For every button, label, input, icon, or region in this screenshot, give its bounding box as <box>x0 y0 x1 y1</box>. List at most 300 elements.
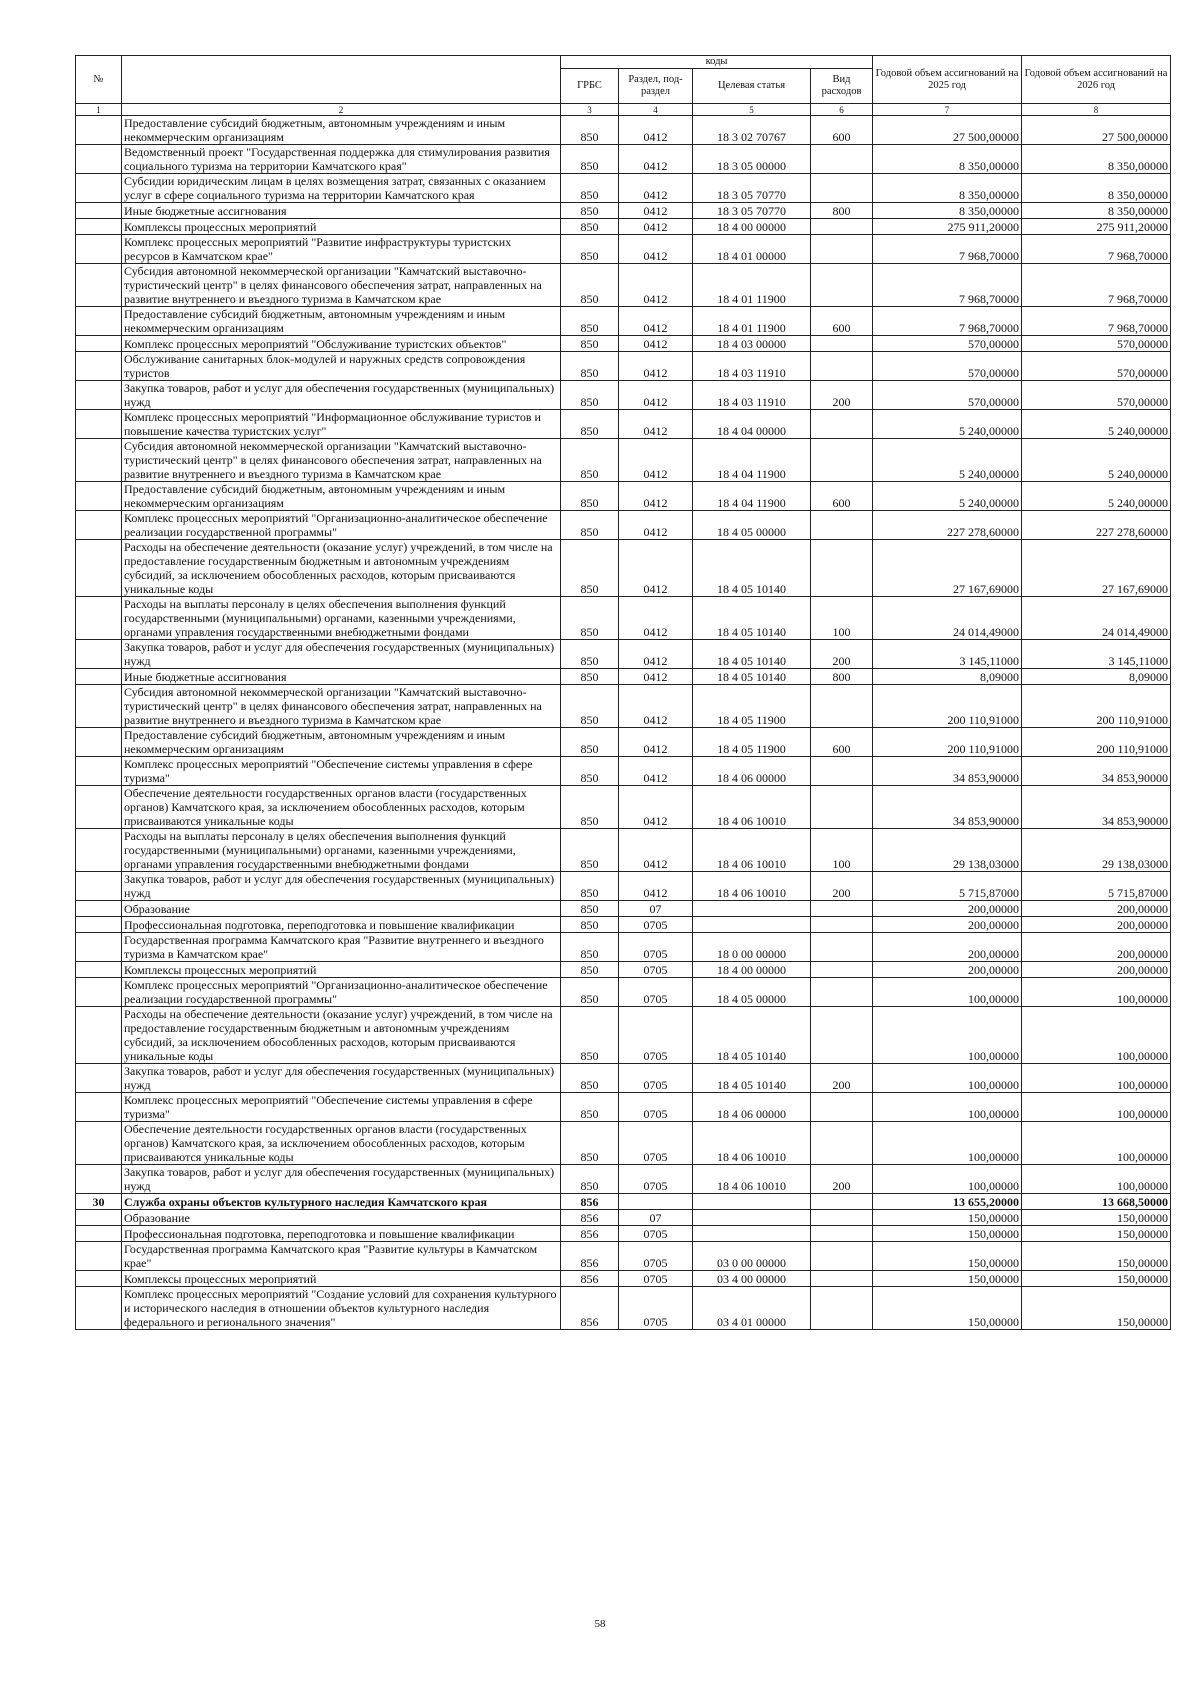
table-row <box>76 757 1171 786</box>
row-razdel: 0412 <box>619 597 693 640</box>
row-razdel: 0412 <box>619 540 693 597</box>
row-vid <box>811 1226 873 1242</box>
row-number <box>76 1287 122 1330</box>
row-vid <box>811 540 873 597</box>
row-vol2026: 570,00000 <box>1022 381 1171 410</box>
colnum: 6 <box>811 104 873 116</box>
row-name: Комплексы процессных мероприятий <box>122 219 561 235</box>
table-row <box>76 901 1171 917</box>
table-row <box>76 640 1171 669</box>
row-number <box>76 597 122 640</box>
row-vid: 600 <box>811 116 873 145</box>
row-razdel: 0412 <box>619 728 693 757</box>
table-row <box>76 1122 1171 1165</box>
row-razdel: 0412 <box>619 352 693 381</box>
row-number <box>76 1007 122 1064</box>
row-vol2026: 200,00000 <box>1022 933 1171 962</box>
header-name <box>122 56 561 104</box>
row-grbs: 850 <box>561 829 619 872</box>
table-row <box>76 872 1171 901</box>
row-name: Субсидия автономной некоммерческой организации "Камчатский выставочно-туристический центр" в целях финансового обеспечения затрат, направленных на развитие внутреннего и въездного туризма в Камчатском крае <box>122 439 561 482</box>
row-vol2025: 200,00000 <box>873 917 1022 933</box>
row-vid <box>811 1093 873 1122</box>
row-vol2026: 5 240,00000 <box>1022 482 1171 511</box>
row-vol2026: 200,00000 <box>1022 917 1171 933</box>
row-celevaya: 18 4 01 11900 <box>693 307 811 336</box>
row-vol2026: 200 110,91000 <box>1022 685 1171 728</box>
row-razdel: 0412 <box>619 174 693 203</box>
row-name: Субсидия автономной некоммерческой организации "Камчатский выставочно-туристический центр" в целях финансового обеспечения затрат, направленных на развитие внутреннего и въездного туризма в Камчатском крае <box>122 264 561 307</box>
row-vol2025: 34 853,90000 <box>873 786 1022 829</box>
header-no: № <box>76 56 122 104</box>
row-vol2025: 5 240,00000 <box>873 410 1022 439</box>
row-number <box>76 1064 122 1093</box>
row-vol2026: 8,09000 <box>1022 669 1171 685</box>
row-vid <box>811 511 873 540</box>
row-vol2025: 8,09000 <box>873 669 1022 685</box>
row-vid: 100 <box>811 829 873 872</box>
row-razdel: 0412 <box>619 203 693 219</box>
row-celevaya: 18 4 03 11910 <box>693 352 811 381</box>
row-vid <box>811 978 873 1007</box>
row-number <box>76 145 122 174</box>
row-vid <box>811 962 873 978</box>
table-row <box>76 482 1171 511</box>
row-razdel <box>619 1194 693 1210</box>
row-grbs: 850 <box>561 174 619 203</box>
row-grbs: 850 <box>561 203 619 219</box>
row-vid <box>811 264 873 307</box>
row-vol2025: 227 278,60000 <box>873 511 1022 540</box>
row-razdel: 0412 <box>619 219 693 235</box>
row-number <box>76 235 122 264</box>
table-row <box>76 336 1171 352</box>
row-celevaya: 18 4 05 10140 <box>693 1007 811 1064</box>
row-vid <box>811 336 873 352</box>
colnum: 5 <box>693 104 811 116</box>
row-vol2025: 8 350,00000 <box>873 174 1022 203</box>
table-row <box>76 1064 1171 1093</box>
row-number <box>76 307 122 336</box>
table-row <box>76 685 1171 728</box>
colnum: 1 <box>76 104 122 116</box>
row-razdel: 0705 <box>619 1287 693 1330</box>
row-grbs: 850 <box>561 145 619 174</box>
table-row <box>76 1007 1171 1064</box>
row-razdel: 0412 <box>619 336 693 352</box>
row-razdel: 0412 <box>619 872 693 901</box>
row-vol2025: 13 655,20000 <box>873 1194 1022 1210</box>
row-vol2026: 8 350,00000 <box>1022 174 1171 203</box>
row-grbs: 856 <box>561 1287 619 1330</box>
row-razdel: 0412 <box>619 482 693 511</box>
row-razdel: 07 <box>619 1210 693 1226</box>
row-number <box>76 978 122 1007</box>
row-grbs: 856 <box>561 1210 619 1226</box>
row-grbs: 850 <box>561 1064 619 1093</box>
row-celevaya: 18 3 02 70767 <box>693 116 811 145</box>
row-celevaya: 18 4 05 10140 <box>693 540 811 597</box>
table-row <box>76 1165 1171 1194</box>
row-vid: 800 <box>811 669 873 685</box>
row-grbs: 856 <box>561 1194 619 1210</box>
row-vol2025: 150,00000 <box>873 1210 1022 1226</box>
table-row <box>76 962 1171 978</box>
row-name: Обеспечение деятельности государственных органов власти (государственных органов) Камчатского края, за исключением обособленных расходов, которым присваиваются уникальные коды <box>122 786 561 829</box>
row-vol2026: 27 167,69000 <box>1022 540 1171 597</box>
row-number <box>76 174 122 203</box>
row-vol2026: 8 350,00000 <box>1022 203 1171 219</box>
row-vid: 600 <box>811 728 873 757</box>
row-name: Закупка товаров, работ и услуг для обеспечения государственных (муниципальных) нужд <box>122 872 561 901</box>
row-vol2025: 150,00000 <box>873 1226 1022 1242</box>
row-vol2026: 150,00000 <box>1022 1226 1171 1242</box>
row-number <box>76 640 122 669</box>
row-vol2025: 3 145,11000 <box>873 640 1022 669</box>
row-celevaya: 18 0 00 00000 <box>693 933 811 962</box>
row-vol2026: 100,00000 <box>1022 1122 1171 1165</box>
row-vid <box>811 917 873 933</box>
row-razdel: 0412 <box>619 381 693 410</box>
row-razdel: 0412 <box>619 145 693 174</box>
row-number <box>76 962 122 978</box>
row-razdel: 0412 <box>619 511 693 540</box>
table-row <box>76 307 1171 336</box>
table-row <box>76 381 1171 410</box>
row-name: Закупка товаров, работ и услуг для обеспечения государственных (муниципальных) нужд <box>122 1165 561 1194</box>
row-vol2026: 5 715,87000 <box>1022 872 1171 901</box>
row-vid <box>811 1122 873 1165</box>
table-row <box>76 1242 1171 1271</box>
row-grbs: 850 <box>561 1007 619 1064</box>
row-grbs: 850 <box>561 1093 619 1122</box>
row-vol2025: 275 911,20000 <box>873 219 1022 235</box>
table-row <box>76 410 1171 439</box>
row-grbs: 850 <box>561 336 619 352</box>
row-grbs: 850 <box>561 511 619 540</box>
row-number <box>76 540 122 597</box>
row-grbs: 850 <box>561 1122 619 1165</box>
row-vol2026: 570,00000 <box>1022 352 1171 381</box>
row-razdel: 0412 <box>619 439 693 482</box>
row-vol2025: 7 968,70000 <box>873 307 1022 336</box>
row-vid: 200 <box>811 1064 873 1093</box>
row-celevaya: 18 4 00 00000 <box>693 962 811 978</box>
row-razdel: 0412 <box>619 116 693 145</box>
row-vol2025: 7 968,70000 <box>873 264 1022 307</box>
row-celevaya: 18 4 06 00000 <box>693 1093 811 1122</box>
table-row <box>76 116 1171 145</box>
row-grbs: 850 <box>561 786 619 829</box>
row-number <box>76 829 122 872</box>
row-vid <box>811 235 873 264</box>
row-name: Субсидии юридическим лицам в целях возмещения затрат, связанных с оказанием услуг в сфере социального туризма на территории Камчатского края <box>122 174 561 203</box>
table-row <box>76 1194 1171 1210</box>
row-razdel: 0412 <box>619 786 693 829</box>
row-number <box>76 511 122 540</box>
colnum: 3 <box>561 104 619 116</box>
row-name: Расходы на обеспечение деятельности (оказание услуг) учреждений, в том числе на предоставление государственным бюджетным и автономным учреждениям субсидий, за исключением обособленных расходов, которым присваиваются уникальные коды <box>122 540 561 597</box>
row-number <box>76 1093 122 1122</box>
row-razdel: 0705 <box>619 1093 693 1122</box>
row-number <box>76 116 122 145</box>
row-name: Комплекс процессных мероприятий "Организационно-аналитическое обеспечение реализации государственной программы" <box>122 511 561 540</box>
row-number <box>76 203 122 219</box>
row-grbs: 850 <box>561 1165 619 1194</box>
row-grbs: 850 <box>561 264 619 307</box>
row-number <box>76 757 122 786</box>
row-name: Предоставление субсидий бюджетным, автономным учреждениям и иным некоммерческим организациям <box>122 307 561 336</box>
table-row <box>76 669 1171 685</box>
table-row <box>76 352 1171 381</box>
row-number <box>76 1210 122 1226</box>
row-vol2025: 29 138,03000 <box>873 829 1022 872</box>
row-vol2026: 227 278,60000 <box>1022 511 1171 540</box>
page-number: 58 <box>594 1618 606 1630</box>
row-celevaya: 18 3 05 70770 <box>693 203 811 219</box>
row-vol2026: 570,00000 <box>1022 336 1171 352</box>
row-name: Расходы на выплаты персоналу в целях обеспечения выполнения функций государственными (муниципальными) органами, казенными учреждениями, органами управления государственными внебюджетными фондами <box>122 597 561 640</box>
table-row <box>76 933 1171 962</box>
table-body <box>76 116 1171 1330</box>
row-vol2026: 100,00000 <box>1022 1007 1171 1064</box>
row-razdel: 0412 <box>619 669 693 685</box>
row-celevaya: 18 3 05 70770 <box>693 174 811 203</box>
row-vid <box>811 1210 873 1226</box>
row-grbs: 850 <box>561 962 619 978</box>
row-number <box>76 336 122 352</box>
row-vol2026: 13 668,50000 <box>1022 1194 1171 1210</box>
row-vol2026: 150,00000 <box>1022 1242 1171 1271</box>
row-razdel: 0705 <box>619 978 693 1007</box>
colnum: 8 <box>1022 104 1171 116</box>
row-vol2025: 570,00000 <box>873 381 1022 410</box>
table-row <box>76 917 1171 933</box>
budget-table <box>75 55 1171 1330</box>
row-celevaya: 18 4 06 10010 <box>693 1122 811 1165</box>
table-row <box>76 597 1171 640</box>
row-name: Комплексы процессных мероприятий <box>122 1271 561 1287</box>
row-grbs: 850 <box>561 901 619 917</box>
row-vid: 200 <box>811 872 873 901</box>
table-row <box>76 235 1171 264</box>
row-vid <box>811 786 873 829</box>
row-name: Комплекс процессных мероприятий "Создание условий для сохранения культурного и исторического наследия в отношении объектов культурного наследия федерального и регионального значения" <box>122 1287 561 1330</box>
colnum: 7 <box>873 104 1022 116</box>
row-celevaya <box>693 1194 811 1210</box>
row-grbs: 850 <box>561 482 619 511</box>
row-vol2025: 570,00000 <box>873 352 1022 381</box>
row-vid <box>811 410 873 439</box>
row-name: Комплекс процессных мероприятий "Организационно-аналитическое обеспечение реализации государственной программы" <box>122 978 561 1007</box>
row-number <box>76 219 122 235</box>
row-celevaya: 18 4 05 11900 <box>693 728 811 757</box>
row-grbs: 850 <box>561 307 619 336</box>
row-razdel: 0412 <box>619 235 693 264</box>
table-row <box>76 1210 1171 1226</box>
row-razdel: 0705 <box>619 1122 693 1165</box>
row-vol2026: 150,00000 <box>1022 1210 1171 1226</box>
row-razdel: 0412 <box>619 685 693 728</box>
row-vid <box>811 1271 873 1287</box>
row-vol2026: 5 240,00000 <box>1022 410 1171 439</box>
row-vol2025: 100,00000 <box>873 1122 1022 1165</box>
row-vol2025: 150,00000 <box>873 1287 1022 1330</box>
row-razdel: 0412 <box>619 264 693 307</box>
row-number <box>76 901 122 917</box>
row-name: Комплекс процессных мероприятий "Обслуживание туристских объектов" <box>122 336 561 352</box>
row-vol2025: 24 014,49000 <box>873 597 1022 640</box>
row-name: Обеспечение деятельности государственных органов власти (государственных органов) Камчатского края, за исключением обособленных расходов, которым присваиваются уникальные коды <box>122 1122 561 1165</box>
row-grbs: 850 <box>561 933 619 962</box>
row-name: Предоставление субсидий бюджетным, автономным учреждениям и иным некоммерческим организациям <box>122 116 561 145</box>
table-row <box>76 978 1171 1007</box>
table-row <box>76 728 1171 757</box>
row-vol2026: 200,00000 <box>1022 901 1171 917</box>
row-razdel: 0705 <box>619 933 693 962</box>
row-grbs: 850 <box>561 669 619 685</box>
row-celevaya <box>693 1226 811 1242</box>
row-celevaya: 18 4 05 10140 <box>693 640 811 669</box>
row-vol2025: 100,00000 <box>873 1165 1022 1194</box>
row-vol2025: 200 110,91000 <box>873 728 1022 757</box>
table-row <box>76 1093 1171 1122</box>
row-grbs: 856 <box>561 1226 619 1242</box>
row-celevaya: 18 4 03 00000 <box>693 336 811 352</box>
row-vol2026: 100,00000 <box>1022 1064 1171 1093</box>
row-razdel: 0705 <box>619 1271 693 1287</box>
table-row <box>76 1287 1171 1330</box>
table-row <box>76 786 1171 829</box>
row-celevaya: 18 4 04 00000 <box>693 410 811 439</box>
table-row <box>76 203 1171 219</box>
row-vid: 100 <box>811 597 873 640</box>
row-vid <box>811 1007 873 1064</box>
row-celevaya: 18 3 05 00000 <box>693 145 811 174</box>
row-name: Государственная программа Камчатского края "Развитие культуры в Камчатском крае" <box>122 1242 561 1271</box>
row-number <box>76 381 122 410</box>
row-grbs: 850 <box>561 540 619 597</box>
row-razdel: 0412 <box>619 757 693 786</box>
row-name: Профессиональная подготовка, переподготовка и повышение квалификации <box>122 917 561 933</box>
row-celevaya: 03 4 01 00000 <box>693 1287 811 1330</box>
row-razdel: 07 <box>619 901 693 917</box>
row-name: Государственная программа Камчатского края "Развитие внутреннего и въездного туризма в Камчатском крае" <box>122 933 561 962</box>
row-number <box>76 1122 122 1165</box>
row-name: Профессиональная подготовка, переподготовка и повышение квалификации <box>122 1226 561 1242</box>
row-celevaya: 18 4 04 11900 <box>693 439 811 482</box>
table-row <box>76 540 1171 597</box>
row-vol2026: 7 968,70000 <box>1022 235 1171 264</box>
row-celevaya <box>693 1210 811 1226</box>
row-celevaya: 18 4 06 10010 <box>693 872 811 901</box>
row-vol2025: 34 853,90000 <box>873 757 1022 786</box>
row-number <box>76 685 122 728</box>
row-number <box>76 1242 122 1271</box>
row-grbs: 850 <box>561 597 619 640</box>
row-grbs: 850 <box>561 640 619 669</box>
table-row <box>76 1226 1171 1242</box>
row-name: Закупка товаров, работ и услуг для обеспечения государственных (муниципальных) нужд <box>122 640 561 669</box>
row-vol2026: 150,00000 <box>1022 1287 1171 1330</box>
row-grbs: 850 <box>561 116 619 145</box>
table-row <box>76 174 1171 203</box>
colnum: 4 <box>619 104 693 116</box>
row-razdel: 0705 <box>619 1242 693 1271</box>
row-name: Расходы на обеспечение деятельности (оказание услуг) учреждений, в том числе на предоставление государственным бюджетным и автономным учреждениям субсидий, за исключением обособленных расходов, которым присваиваются уникальные коды <box>122 1007 561 1064</box>
row-razdel: 0412 <box>619 829 693 872</box>
row-grbs: 850 <box>561 978 619 1007</box>
row-vid <box>811 1194 873 1210</box>
row-grbs: 850 <box>561 352 619 381</box>
row-grbs: 850 <box>561 219 619 235</box>
row-vid <box>811 352 873 381</box>
row-number <box>76 917 122 933</box>
row-grbs: 850 <box>561 757 619 786</box>
row-name: Предоставление субсидий бюджетным, автономным учреждениям и иным некоммерческим организациям <box>122 728 561 757</box>
row-vol2026: 29 138,03000 <box>1022 829 1171 872</box>
row-vol2025: 27 500,00000 <box>873 116 1022 145</box>
row-vol2025: 100,00000 <box>873 1064 1022 1093</box>
row-name: Расходы на выплаты персоналу в целях обеспечения выполнения функций государственными (муниципальными) органами, казенными учреждениями, органами управления государственными внебюджетными фондами <box>122 829 561 872</box>
row-vol2026: 5 240,00000 <box>1022 439 1171 482</box>
row-vid <box>811 757 873 786</box>
row-celevaya: 03 4 00 00000 <box>693 1271 811 1287</box>
row-name: Иные бюджетные ассигнования <box>122 203 561 219</box>
table-row <box>76 829 1171 872</box>
row-grbs: 850 <box>561 917 619 933</box>
row-name: Комплексы процессных мероприятий <box>122 962 561 978</box>
row-number <box>76 933 122 962</box>
row-number <box>76 786 122 829</box>
row-celevaya: 18 4 05 10140 <box>693 669 811 685</box>
row-razdel: 0705 <box>619 1064 693 1093</box>
row-number <box>76 1226 122 1242</box>
row-grbs: 850 <box>561 235 619 264</box>
row-number <box>76 872 122 901</box>
row-vid <box>811 1242 873 1271</box>
row-vid <box>811 219 873 235</box>
row-razdel: 0705 <box>619 917 693 933</box>
row-celevaya: 18 4 03 11910 <box>693 381 811 410</box>
row-celevaya: 18 4 05 00000 <box>693 511 811 540</box>
row-vol2025: 200,00000 <box>873 901 1022 917</box>
row-vol2026: 7 968,70000 <box>1022 307 1171 336</box>
row-razdel: 0412 <box>619 640 693 669</box>
row-vol2026: 7 968,70000 <box>1022 264 1171 307</box>
row-vol2026: 34 853,90000 <box>1022 757 1171 786</box>
row-vol2025: 5 240,00000 <box>873 439 1022 482</box>
row-vol2025: 200,00000 <box>873 962 1022 978</box>
row-name: Комплекс процессных мероприятий "Обеспечение системы управления в сфере туризма" <box>122 757 561 786</box>
row-vid: 600 <box>811 307 873 336</box>
row-vol2026: 8 350,00000 <box>1022 145 1171 174</box>
row-vol2025: 100,00000 <box>873 1093 1022 1122</box>
row-vid: 200 <box>811 640 873 669</box>
row-vid: 600 <box>811 482 873 511</box>
row-grbs: 856 <box>561 1242 619 1271</box>
row-celevaya <box>693 901 811 917</box>
row-vol2026: 100,00000 <box>1022 978 1171 1007</box>
row-number <box>76 482 122 511</box>
row-number <box>76 410 122 439</box>
row-razdel: 0705 <box>619 962 693 978</box>
header-vid: Вид расходов <box>811 69 873 104</box>
row-grbs: 856 <box>561 1271 619 1287</box>
table-row <box>76 1271 1171 1287</box>
row-name: Предоставление субсидий бюджетным, автономным учреждениям и иным некоммерческим организациям <box>122 482 561 511</box>
row-vid <box>811 685 873 728</box>
